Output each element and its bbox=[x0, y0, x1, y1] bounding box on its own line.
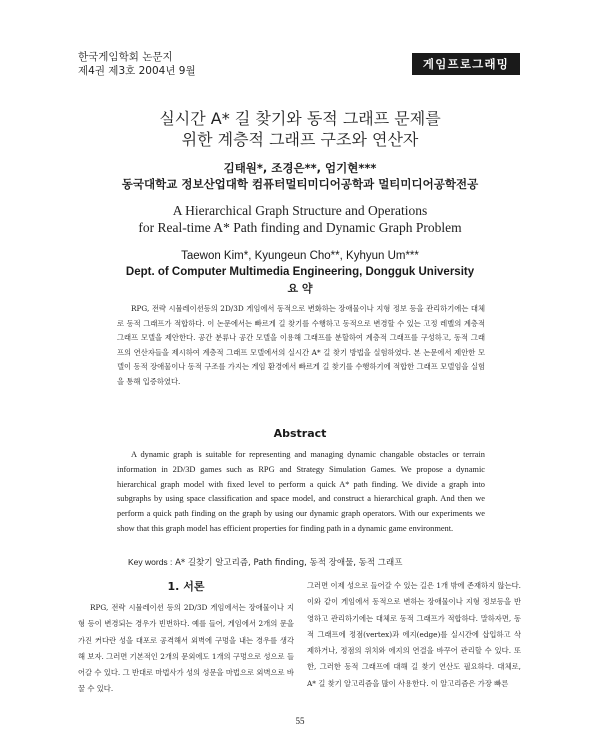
korean-author-names: 김태원*, 조경은**, 엄기현*** bbox=[223, 161, 377, 175]
korean-affiliation: 동국대학교 정보산업대학 컴퓨터멀티미디어공학과 멀티미디어공학전공 bbox=[121, 177, 479, 191]
korean-title bbox=[0, 108, 600, 150]
introduction-right-column: 그러면 이제 성으로 들어갈 수 있는 길은 1개 밖에 존재하지 않는다. 이와 같이 게임에서 동적으로 변하는 장애물이나 지형 정보등을 반영하고 관리하기에는 대체로 동적 그래프가 적합하다. 말하자면, 동적 그래프에 정점(vertex)과 에지(edge)를 실시간에 삽입하고 삭제하거나, 정점의 위치와 에지의 연결을 바꾸어 관리할 수 있다. 또한, 그러한 동적 그래프에 대해 길 찾기 연산도 필요하다. 대체로, A* 길 찾기 알고리즘을 많이 사용한다. 이 알고리즘은 가장 빠른 bbox=[307, 581, 521, 688]
journal-volume: 제4권 제3호 2004년 9월 bbox=[78, 65, 196, 77]
introduction-left-column: RPG, 전략 시뮬레이션 등의 2D/3D 게임에서는 장애물이나 지형 등이 변경되는 경우가 빈번하다. 예를 들어, 게임에서 2개의 문을 가진 커다란 성을 대포로 공격해서 외벽에 구멍을 내는 경우를 생각해 보자. 그러면 기본적인 2개의 문외에도 1개의 구멍으로 성으로 들어갈 수 있다. 그 반대로 마법사가 성의 성문을 마법으로 외벽으로 바꿀 수 있다. bbox=[78, 603, 294, 694]
english-title-line-1: A Hierarchical Graph Structure and Operations bbox=[172, 203, 428, 218]
korean-abstract-heading: 요 약 bbox=[287, 282, 313, 295]
english-authors bbox=[0, 248, 600, 280]
category-badge: 게임프로그래밍 bbox=[412, 53, 520, 75]
english-author-names: Taewon Kim*, Kyungeun Cho**, Kyhyun Um*** bbox=[181, 250, 419, 262]
korean-abstract-body: RPG, 전략 시뮬레이션등의 2D/3D 게임에서 동적으로 변화하는 장애물이나 지형 정보 등을 관리하기에는 대체로 동적 그래프가 적합하다. 이 논문에서는 빠르게 길 찾기를 수행하고 동적으로 변경할 수 있는 고정 레벨의 계층적 그래프 모델을 제안한다. 공간 분류나 공간 모델을 이용해 그래프를 분할하여 계층적 그래프를 구성하고, 동적 그래프의 연산자들을 제시하여 계층적 그래프 모델에서의 실시간 A* 길 찾기 방법을 실험하였다. 본 논문에서 제안한 모델이 동적 장애물이나 동적 구조를 가지는 게임 환경에서 빠르게 길 찾기를 수행하기에 적합한 그래프 모델임을 실험을 통해 입증하였다. bbox=[117, 304, 485, 386]
introduction-heading: 1. 서론 bbox=[167, 580, 205, 593]
english-abstract-heading: Abstract bbox=[273, 427, 327, 440]
korean-authors bbox=[0, 160, 600, 192]
keywords-text: A* 길찾기 알고리즘, Path finding, 동적 장애물, 동적 그래프 bbox=[175, 558, 403, 568]
english-title-line-2: for Real-time A* Path finding and Dynamic Graph Problem bbox=[138, 220, 462, 235]
korean-title-line-1: 실시간 A* 길 찾기와 동적 그래프 문제를 bbox=[159, 109, 441, 128]
keywords bbox=[128, 556, 488, 569]
korean-title-line-2: 위한 계층적 그래프 구조와 연산자 bbox=[181, 130, 419, 149]
page-number: 55 bbox=[295, 716, 305, 726]
english-title bbox=[0, 202, 600, 236]
english-abstract-body: A dynamic graph is suitable for representing and managing dynamic changable obstacles or terrain information in 2D/3D games such as RPG and Strategy Simulation Games. We propose a dynamic hierarchical graph model with fixed level to perform a quick A* path finding. We divide a graph into subgraphs by using space classification and space model, and construct a hierarchical graph. And then we perform a quick path finding on the graph by using our dynamic graph operators. With our experiments we show that this graph model has efficient properties for finding path in a dynamic game environment. bbox=[117, 450, 485, 533]
english-affiliation: Dept. of Computer Multimedia Engineering, Dongguk University bbox=[125, 266, 475, 278]
journal-info bbox=[78, 50, 196, 78]
keywords-label: Key words : bbox=[128, 557, 173, 567]
journal-name: 한국게임학회 논문지 bbox=[78, 51, 173, 63]
